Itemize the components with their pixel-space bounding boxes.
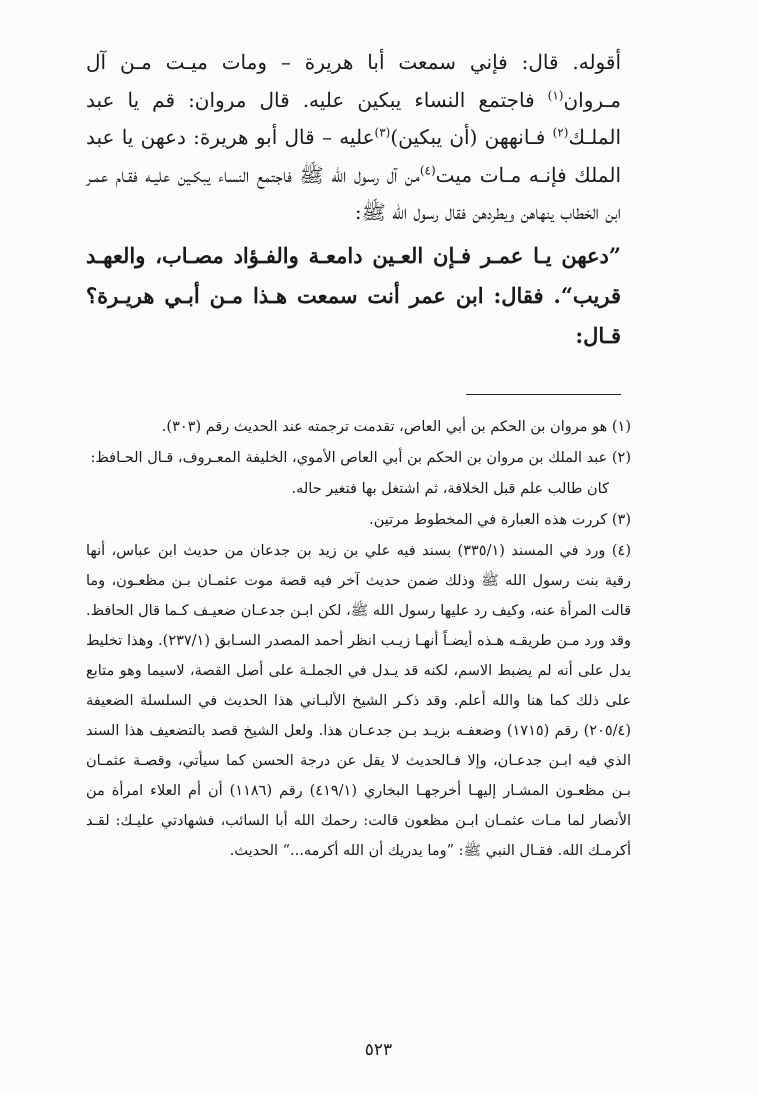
- footnote-2: (٢) عبد الملك بن مروان بن الحكم بن أبي العاص الأموي، الخليفة المعـروف، قـال الحـافظ:: [90, 450, 631, 466]
- footnote-1: (١) هو مروان بن الحكم بن أبي العاص، تقدمت ترجمته عند الحديث رقم (٣٠٣).: [161, 419, 631, 435]
- footnote-ref-2[interactable]: (٢): [552, 125, 569, 140]
- page-number: ٥٢٣: [364, 1040, 393, 1060]
- paragraph-1-part-e: من آل رسول الله ﷺ فاجتمع النساء يبكـين عليـه فقـام عمـر ابن الخطاب ينهاهن ويطردهن فقال رسول الله ﷺ:: [86, 162, 621, 224]
- hadith-quote: ”دعهن يـا عمـر فـإن العـين دامعـة والفـؤاد مصـاب، والعهـد قريب“. فقال: ابن عمر أنت سمعت هـذا مـن أبـي هريـرة؟ قـال:: [86, 242, 621, 348]
- paragraph-1-part-b: فاجتمع النساء يبكين عليه. قال مروان: قم يا عبد الملـك: [86, 87, 622, 149]
- paragraph-1-part-d: عليه – قال أبو هريرة: دعهن يا عبد الملك فإنـه مـات ميت: [86, 125, 621, 187]
- footnote-ref-4[interactable]: (٤): [419, 162, 436, 177]
- footnote-ref-1[interactable]: (١): [547, 87, 564, 102]
- footnote-ref-3[interactable]: (٣): [374, 125, 391, 140]
- paragraph-1: [86, 44, 621, 232]
- footnote-2-continued: كان طالب علم قبل الخلافة، ثم اشتغل بها فتغير حاله.: [291, 481, 609, 497]
- footnote-4: (٤) ورد في المسند (٣٣٥/١) بسند فيه علي بن زيد بن جدعان من حديث ابن عباس، أنها رقية بنت رسول الله ﷺ وذلك ضمن حديث آخر فيه قصة موت عثمـان بـن مظعـون، وما قالت المرأة عنه، وكيف رد عليها رسول الله ﷺ، لكن ابـن جدعـان ضعيـف كـما قال الحافظ. وقد ورد مـن طريقـه هـذه أيضـاً أنهـا زيـب انظر أحمد المصدر السـابق (٢٣٧/١). وهذا تخليط يدل على أنه لم يضبط الاسم، لكنه قد يـدل في الجملـة على أصل القصة، لاسيما وهو متابع على ذلك كما هنا والله أعلم. وقد ذكـر الشيخ الألبـاني هذا الحديث في السلسلة الضعيفة (٢٠٥/٤) رقم (١٧١٥) وضعفـه بزيـد بـن جدعـان هذا. ولعل الشيخ قصد بالتضعيف هذا السند الذي فيه ابـن جدعـان، وإلا فـالحديث لا يقل عن درجة الحسن كما سيأتي، وقصـة عثمـان بـن مظعـون المشـار إليهـا أخرجهـا البخاري (٤١٩/١) رقم (١١٨٦) أن أم العلاء امرأة من الأنصار لما مـات عثمـان ابـن مظعون قالت: رحمك الله أبا السائب، فشهادتي عليـك: لقـد أكرمـك الله. فقـال النبي ﷺ: ”وما يدريك أن الله أكرمه...“ الحديث.: [86, 543, 631, 859]
- footnote-separator: [466, 394, 621, 395]
- footnotes: [86, 412, 631, 867]
- paragraph-1-part-a: أقوله. قال: فإني سمعت أبا هريرة – ومات ميـت مـن آل مـروان: [86, 50, 621, 112]
- main-text: [86, 44, 621, 356]
- footnote-3: (٣) كررت هذه العبارة في المخطوط مرتين.: [369, 512, 631, 528]
- paragraph-1-part-c: فـانههن (أن يبكين): [390, 125, 553, 149]
